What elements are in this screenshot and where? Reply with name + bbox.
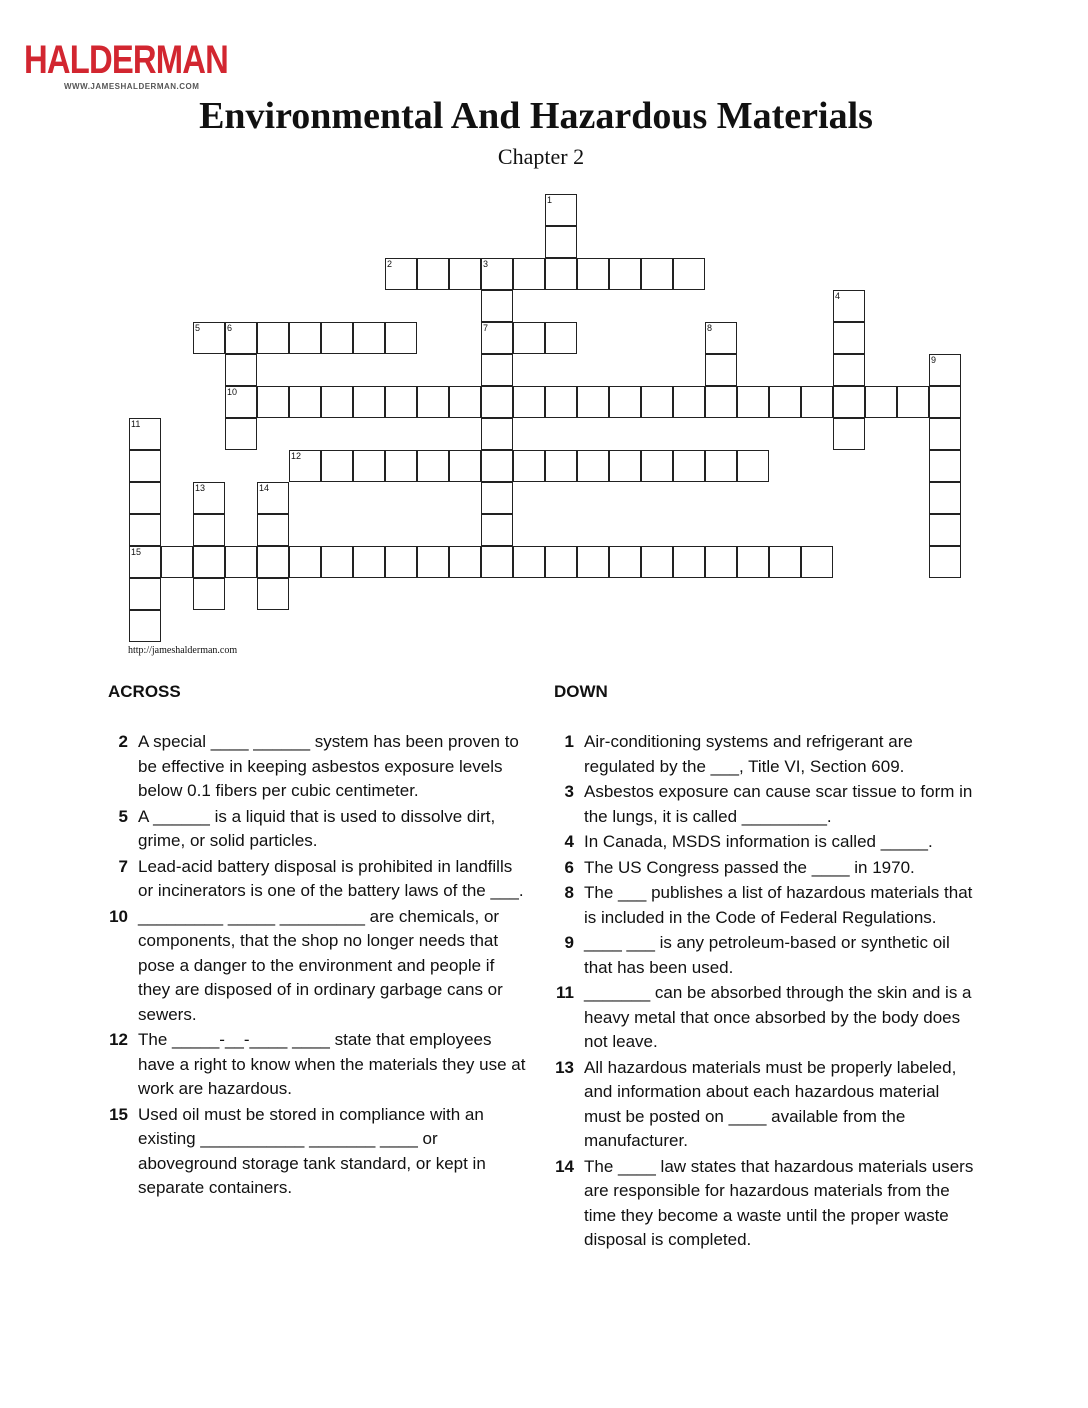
grid-cell[interactable] [385,258,417,290]
grid-cell[interactable] [289,450,321,482]
grid-cell[interactable] [929,514,961,546]
grid-cell[interactable] [577,450,609,482]
grid-cell[interactable] [417,546,449,578]
down-clue [554,881,974,930]
grid-cell[interactable] [353,546,385,578]
across-clue [108,905,528,1028]
grid-cell[interactable] [673,386,705,418]
across-clue-list [108,730,528,1201]
grid-cell[interactable] [705,546,737,578]
grid-cell[interactable] [225,354,257,386]
grid-cell[interactable] [257,482,289,514]
grid-cell[interactable] [705,354,737,386]
grid-cell[interactable] [193,514,225,546]
grid-cell[interactable] [705,386,737,418]
clue-number: 11 [556,983,574,1002]
grid-cell[interactable] [737,546,769,578]
grid-cell[interactable] [929,482,961,514]
clue-text: ____ ___ is any petroleum-based or synthetic oil that has been used. [584,933,950,977]
grid-cell[interactable] [929,450,961,482]
down-clue [554,931,974,980]
clue-text: Used oil must be stored in compliance with an existing ___________ _______ ____ or aboveground storage tank standard, or kept in separate containers. [138,1104,486,1197]
grid-cell[interactable] [481,258,513,290]
clue-number: 9 [564,933,574,952]
grid-cell[interactable] [129,514,161,546]
cell-number: 7 [483,323,489,333]
cell-number: 10 [227,387,238,397]
grid-cell[interactable] [129,546,161,578]
grid-cell[interactable] [289,386,321,418]
down-clue-list [554,730,974,1253]
grid-cell[interactable] [577,258,609,290]
clue-number: 4 [564,832,574,851]
grid-cell[interactable] [833,322,865,354]
grid-cell[interactable] [481,450,513,482]
grid-cell[interactable] [417,258,449,290]
clue-number: 6 [564,857,574,877]
grid-cell[interactable] [577,546,609,578]
clue-text: Air-conditioning systems and refrigerant are regulated by the ___, Title VI, Section 609. [584,732,913,776]
across-clue [108,855,528,904]
grid-cell[interactable] [449,546,481,578]
clue-number: 13 [555,1057,574,1077]
grid-cell[interactable] [385,450,417,482]
grid-cell[interactable] [225,546,257,578]
grid-cell[interactable] [865,386,897,418]
grid-cell[interactable] [321,450,353,482]
down-clue [554,780,974,829]
cell-number: 15 [131,547,142,557]
cell-number: 12 [291,451,302,461]
grid-cell[interactable] [289,546,321,578]
clue-text: A special ____ ______ system has been proven to be effective in keeping asbestos exposure levels below 0.1 fibers per cubic centimeter. [138,732,519,800]
clue-text: In Canada, MSDS information is called _____. [584,832,933,851]
grid-cell[interactable] [833,386,865,418]
cell-number: 6 [227,323,233,333]
clue-text: The ___ publishes a list of hazardous materials that is included in the Code of Federal Regulations. [584,883,973,927]
clue-text: _________ _____ _________ are chemicals, or components, that the shop no longer needs that pose a danger to the environment and people if they are disposed of in ordinary garbage cans or sewers. [138,906,503,1024]
grid-cell[interactable] [545,258,577,290]
grid-cell[interactable] [609,258,641,290]
grid-cell[interactable] [833,354,865,386]
clue-number: 8 [564,883,574,902]
clue-text: The ____ law states that hazardous materials users are responsible for hazardous materials from the time they become a waste until the proper waste disposal is completed. [584,1156,974,1249]
down-clue [554,856,974,881]
grid-cell[interactable] [481,386,513,418]
grid-cell[interactable] [449,258,481,290]
logo-wordmark: HALDERMAN [24,38,228,82]
grid-cell[interactable] [641,546,673,578]
clue-number: 12 [109,1030,128,1049]
grid-cell[interactable] [321,322,353,354]
grid-cell[interactable] [257,546,289,578]
grid-cell[interactable] [193,482,225,514]
cell-number: 4 [835,291,841,301]
across-clue [108,730,528,804]
cell-number: 13 [195,483,206,493]
down-clue [554,1155,974,1253]
grid-cell[interactable] [193,578,225,610]
grid-cell[interactable] [193,546,225,578]
grid-cell[interactable] [417,386,449,418]
grid-cell[interactable] [321,546,353,578]
down-clue [554,981,974,1055]
grid-cell[interactable] [513,386,545,418]
clue-number: 1 [564,732,574,751]
grid-cell[interactable] [353,322,385,354]
grid-cell[interactable] [705,450,737,482]
grid-cell[interactable] [193,322,225,354]
grid-cell[interactable] [641,386,673,418]
down-clue [554,730,974,779]
grid-cell[interactable] [481,514,513,546]
grid-cell[interactable] [513,546,545,578]
cell-number: 11 [131,419,141,429]
grid-cell[interactable] [129,418,161,450]
grid-cell[interactable] [609,450,641,482]
grid-cell[interactable] [129,450,161,482]
grid-cell[interactable] [353,450,385,482]
page-subtitle: Chapter 2 [497,144,585,169]
grid-cell[interactable] [673,546,705,578]
grid-cell[interactable] [481,482,513,514]
grid-cell[interactable] [641,258,673,290]
grid-cell[interactable] [481,354,513,386]
grid-cell[interactable] [545,226,577,258]
down-clue [554,1056,974,1154]
grid-cell[interactable] [897,386,929,418]
clue-text: All hazardous materials must be properly labeled, and information about each hazardous material must be posted on ____ available from the manufacturer. [584,1057,957,1150]
grid-cell[interactable] [929,386,961,418]
clue-text: A ______ is a liquid that is used to dissolve dirt, grime, or solid particles. [138,806,496,850]
clue-number: 14 [555,1156,574,1176]
crossword-grid [0,0,1088,660]
clue-text: The _____-__-____ ____ state that employees have a right to know when the materials they use at work are hazardous. [138,1030,526,1098]
grid-cell[interactable] [673,258,705,290]
grid-cell[interactable] [225,322,257,354]
clue-number: 2 [118,732,128,751]
grid-cell[interactable] [129,610,161,642]
grid-cell[interactable] [321,386,353,418]
grid-cell[interactable] [769,386,801,418]
clue-text: _______ can be absorbed through the skin and is a heavy metal that once absorbed by the body does not leave. [584,983,972,1051]
grid-cell[interactable] [257,514,289,546]
grid-cell[interactable] [449,386,481,418]
clue-number: 5 [118,806,128,826]
grid-cell[interactable] [801,386,833,418]
grid-cell[interactable] [225,386,257,418]
grid-cell[interactable] [641,450,673,482]
grid-cell[interactable] [929,546,961,578]
cell-number: 5 [195,323,201,333]
grid-cell[interactable] [257,386,289,418]
grid-cell[interactable] [385,322,417,354]
grid-cell[interactable] [673,450,705,482]
grid-cell[interactable] [417,450,449,482]
grid-cell[interactable] [801,546,833,578]
grid-cell[interactable] [545,386,577,418]
grid-cell[interactable] [257,578,289,610]
page-title: Environmental And Hazardous Materials [199,95,873,137]
cell-number: 14 [259,483,270,493]
grid-cell[interactable] [737,450,769,482]
down-clues [554,682,974,1254]
grid-cell[interactable] [481,290,513,322]
grid-cell[interactable] [385,546,417,578]
cell-number: 3 [483,259,489,269]
grid-cell[interactable] [289,322,321,354]
clue-number: 15 [109,1104,128,1124]
grid-cell[interactable] [225,418,257,450]
grid-cell[interactable] [481,546,513,578]
grid-cell[interactable] [545,322,577,354]
cell-number: 2 [387,259,393,269]
across-clues [108,682,528,1202]
grid-cell[interactable] [257,322,289,354]
grid-cell[interactable] [705,322,737,354]
grid-cell[interactable] [833,418,865,450]
grid-cell[interactable] [577,386,609,418]
clue-number: 7 [118,856,128,876]
source-url: http://jameshalderman.com [128,645,238,656]
grid-cell[interactable] [129,482,161,514]
grid-cell[interactable] [481,418,513,450]
grid-cell[interactable] [545,546,577,578]
grid-cell[interactable] [353,386,385,418]
cell-number: 8 [707,323,713,333]
down-clue [554,830,974,855]
grid-cell[interactable] [513,258,545,290]
grid-cell[interactable] [769,546,801,578]
grid-cell[interactable] [609,386,641,418]
across-clue [108,1028,528,1102]
grid-cell[interactable] [929,354,961,386]
grid-cell[interactable] [513,450,545,482]
grid-cell[interactable] [929,418,961,450]
grid-cell[interactable] [545,194,577,226]
clue-text: Lead-acid battery disposal is prohibited in landfills or incinerators is one of the battery laws of the ___. [138,856,524,900]
across-clue [108,805,528,854]
grid-cell[interactable] [513,322,545,354]
clue-text: The US Congress passed the ____ in 1970. [584,857,915,877]
grid-cell[interactable] [545,450,577,482]
across-clue [108,1103,528,1201]
grid-cell[interactable] [129,578,161,610]
grid-cell[interactable] [449,450,481,482]
down-heading: DOWN [554,682,608,701]
logo-url: WWW.JAMESHALDERMAN.COM [64,82,200,91]
cell-number: 9 [931,355,937,365]
clue-number: 10 [109,906,128,926]
grid-cell[interactable] [161,546,193,578]
grid-cell[interactable] [833,290,865,322]
grid-cell[interactable] [481,322,513,354]
across-heading: ACROSS [108,682,181,701]
clue-number: 3 [564,782,574,801]
grid-cell[interactable] [385,386,417,418]
cell-number: 1 [547,195,553,205]
grid-cell[interactable] [737,386,769,418]
grid-cell[interactable] [609,546,641,578]
clue-text: Asbestos exposure can cause scar tissue to form in the lungs, it is called _________. [584,782,973,826]
